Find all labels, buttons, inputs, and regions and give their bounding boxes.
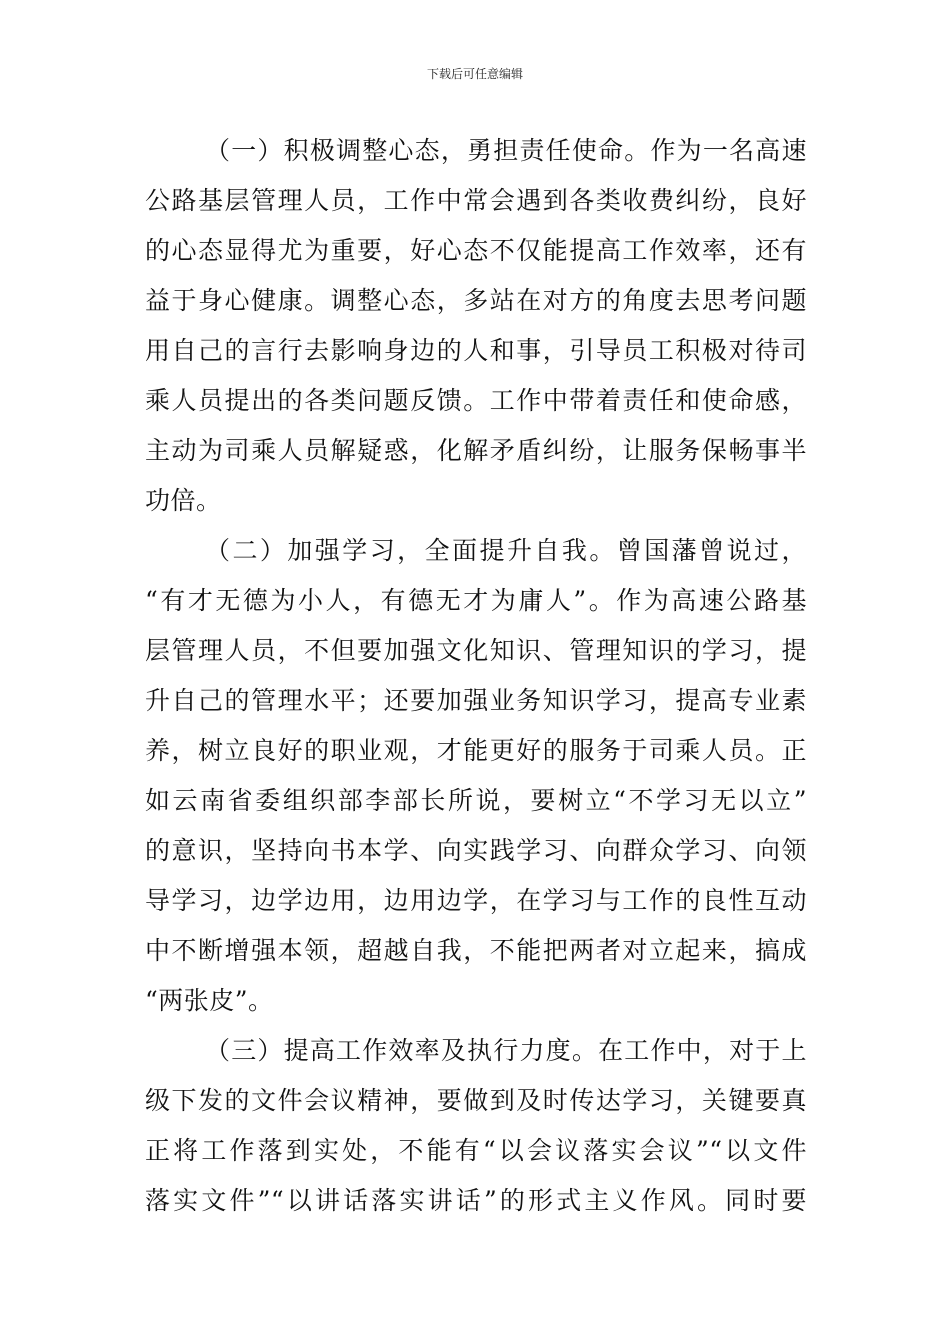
paragraph-line: 的意识，坚持向书本学、向实践学习、向群众学习、向领 — [145, 836, 807, 865]
paragraph-line: 级下发的文件会议精神，要做到及时传达学习，关键要真 — [145, 1086, 807, 1115]
paragraph-line: 层管理人员，不但要加强文化知识、管理知识的学习，提 — [145, 636, 807, 665]
document-body — [145, 126, 807, 1226]
paragraph-line: 功倍。 — [145, 486, 222, 515]
paragraph-line: 升自己的管理水平；还要加强业务知识学习，提高专业素 — [145, 686, 807, 715]
paragraph-line: 乘人员提出的各类问题反馈。工作中带着责任和使命感， — [145, 386, 807, 415]
paragraph-line: 用自己的言行去影响身边的人和事，引导员工积极对待司 — [145, 336, 807, 365]
paragraph-line: 养，树立良好的职业观，才能更好的服务于司乘人员。正 — [145, 736, 807, 765]
paragraph-line: 公路基层管理人员，工作中常会遇到各类收费纠纷，良好 — [145, 186, 807, 215]
paragraph-line: 落实文件”“以讲话落实讲话”的形式主义作风。同时要 — [145, 1186, 807, 1215]
paragraph-line: 主动为司乘人员解疑惑，化解矛盾纠纷，让服务保畅事半 — [145, 436, 807, 465]
paragraph-line: （三）提高工作效率及执行力度。在工作中，对于上 — [205, 1036, 807, 1065]
paragraph-3 — [145, 1026, 807, 1226]
paragraph-line: 如云南省委组织部李部长所说，要树立“不学习无以立” — [145, 786, 807, 815]
header-note: 下载后可任意编辑 — [426, 67, 523, 81]
paragraph-line: 导学习，边学边用，边用边学，在学习与工作的良性互动 — [145, 886, 807, 915]
paragraph-1 — [145, 126, 807, 526]
paragraph-line: “两张皮”。 — [145, 986, 274, 1015]
paragraph-2 — [145, 526, 807, 1026]
paragraph-line: 益于身心健康。调整心态，多站在对方的角度去思考问题 — [145, 286, 807, 315]
paragraph-line: “有才无德为小人，有德无才为庸人”。作为高速公路基 — [145, 586, 807, 615]
paragraph-line: 中不断增强本领，超越自我，不能把两者对立起来，搞成 — [145, 936, 807, 965]
paragraph-line: （二）加强学习，全面提升自我。曾国藩曾说过， — [205, 536, 807, 565]
paragraph-line: 正将工作落到实处，不能有“以会议落实会议”“以文件 — [145, 1136, 807, 1165]
paragraph-line: 的心态显得尤为重要，好心态不仅能提高工作效率，还有 — [145, 236, 807, 265]
paragraph-line: （一）积极调整心态，勇担责任使命。作为一名高速 — [205, 136, 807, 165]
